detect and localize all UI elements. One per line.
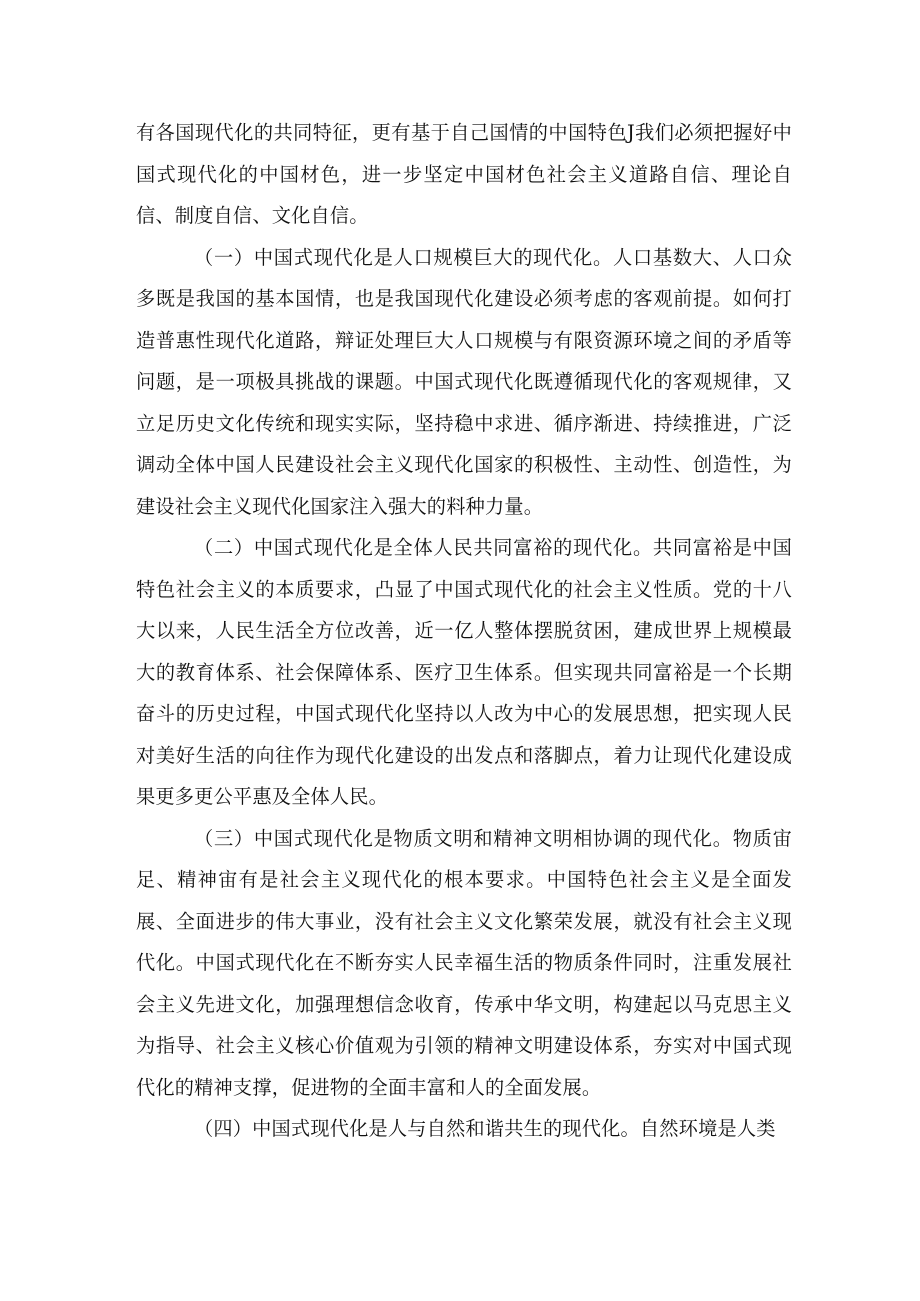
paragraph-material-spiritual: （三）中国式现代化是物质文明和精神文明相协调的现代化。物质宙足、精神宙有是社会主义现代化的根本要求。中国特色社会主义是全面发展、全面进步的伟大事业，没有社会主义文化繁荣发展，就没有社会主义现代化。中国式现代化在不断夯实人民幸福生活的物质条件同时，注重发展社会主义先进文化，加强理想信念收育，传承中华文明，构建起以马克思主义为指导、社会主义核心价值观为引领的精神文明建设体系，夯实对中国式现代化的精神支撑，促进物的全面丰富和人的全面发展。 <box>136 826 792 1099</box>
paragraph-continuation: 有各国现代化的共同特征，更有基于自己国情的中国特色J我们必须把握好中国式现代化的中国材色，进一步坚定中国材色社会主义道路自信、理论自信、制度自信、文化自信。 <box>136 121 792 227</box>
paragraph-population-scale: （一）中国式现代化是人口规模巨大的现代化。人口基数大、人口众多既是我国的基本国情，也是我国现代化建设必须考虑的客观前提。如何打造普惠性现代化道路，辩证处理巨大人口规模与有限资源环境之间的矛盾等问题，是一项极具挑战的课题。中国式现代化既遵循现代化的客观规律，又立足历史文化传统和现实实际，坚持稳中求进、循序渐进、持续推进，广泛调动全体中国人民建设社会主义现代化国家的积极性、主动性、创造性，为建设社会主义现代化国家注入强大的料种力量。 <box>136 245 792 518</box>
paragraph-common-prosperity: （二）中国式现代化是全体人民共同富裕的现代化。共同富裕是中国特色社会主义的本质要求，凸显了中国式现代化的社会主义性质。党的十八大以来，人民生活全方位改善，近一亿人整体摆脱贫困，建成世界上规模最大的教育体系、社会保障体系、医疗卫生体系。但实现共同富裕是一个长期奋斗的历史过程，中国式现代化坚持以人改为中心的发展思想，把实现人民对美好生活的向往作为现代化建设的出发点和落脚点，着力让现代化建设成果更多更公平惠及全体人民。 <box>136 536 792 808</box>
document-body <box>136 112 792 1150</box>
paragraph-harmony-nature: （四）中国式现代化是人与自然和谐共生的现代化。自然环境是人类 <box>194 1117 776 1140</box>
